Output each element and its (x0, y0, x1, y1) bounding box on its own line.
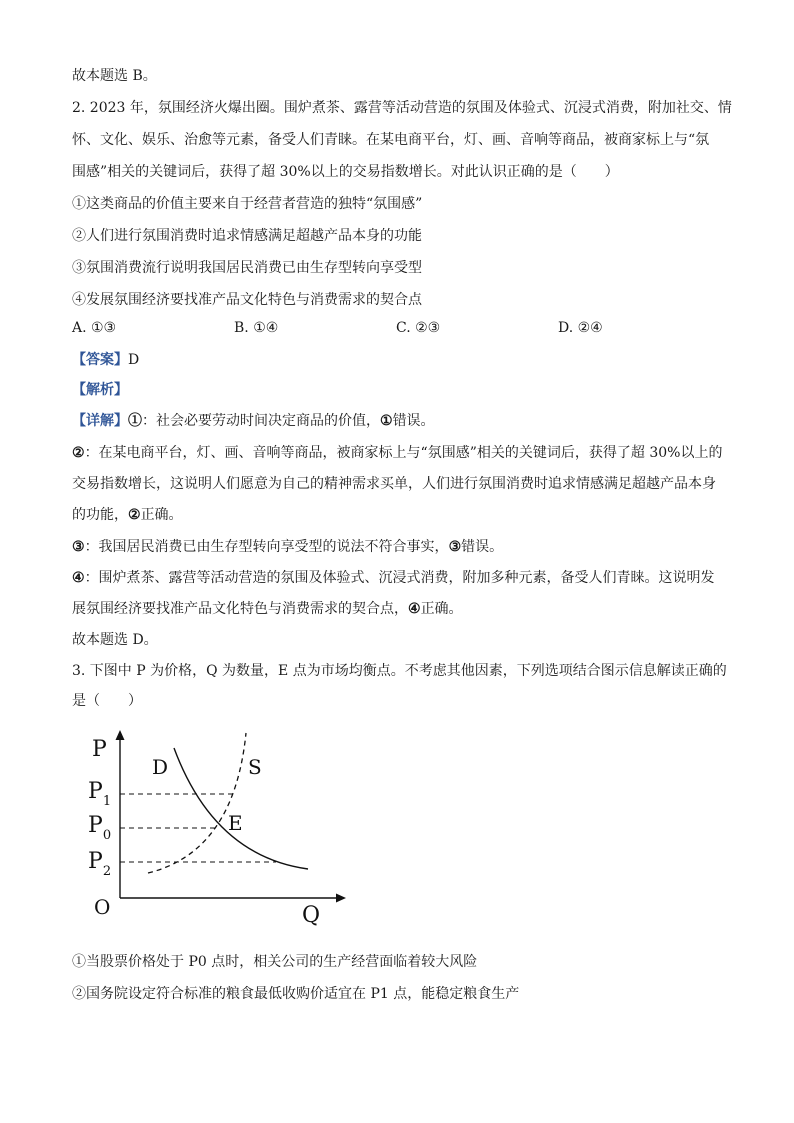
detail-3-num: ③ (72, 539, 85, 555)
demand-label: D (152, 755, 169, 779)
supply-demand-figure (70, 728, 350, 930)
option-d: D. ②④ (558, 320, 603, 336)
detail-2-line3a: 的功能， (72, 507, 128, 523)
demand-curve (174, 748, 308, 869)
statement-3: ③氛围消费流行说明我国居民消费已由生存型转向享受型 (72, 260, 422, 276)
detail-2-end: 正确。 (140, 507, 183, 523)
p0-label: $P_0$ (88, 813, 112, 843)
detail-para-1 (72, 411, 734, 431)
option-b: B. ①④ (234, 320, 279, 336)
detail-2-tag: ② (128, 507, 141, 523)
detail-3-end: 错误。 (461, 539, 504, 555)
line-prev-answer: 故本题选 B。 (72, 68, 157, 84)
p2-label: $P_2$ (88, 849, 112, 879)
detail-para-2-line-1 (72, 443, 734, 463)
detail-4-tag: ④ (408, 601, 421, 617)
supply-curve (148, 733, 246, 873)
question-3-text-2: 是（ ） (72, 693, 142, 709)
detail-4-line2: 展氛围经济要找准产品文化特色与消费需求的契合点， (72, 601, 408, 617)
detail-conclusion: 故本题选 D。 (72, 632, 158, 648)
detail-para-3 (72, 537, 734, 557)
p2-subscript: 2 (102, 864, 112, 879)
detail-1-end: 错误。 (392, 413, 435, 429)
option-c: C. ②③ (396, 320, 441, 336)
y-axis-arrow-icon (116, 730, 125, 740)
detail-4-end: 正确。 (420, 601, 463, 617)
answer-label: 【答案】 (72, 352, 128, 368)
detail-4-num: ④ (72, 570, 85, 586)
detail-para-2-line-2: 交易指数增长，这说明人们愿意为自己的精神需求买单，人们进行氛围消费时追求情感满足超越产品本身 (72, 476, 716, 492)
detail-2-text: ：在某电商平台，灯、画、音响等商品，被商家标上与“氛围感”相关的关键词后，获得了超 30%以上的 (84, 445, 723, 461)
detail-1-text: ：社会必要劳动时间决定商品的价值， (142, 413, 380, 429)
detail-para-4-line-2 (72, 599, 734, 619)
x-axis-label: Q (302, 903, 321, 928)
option-a: A. ①③ (72, 320, 117, 336)
y-axis-label: P (92, 737, 107, 762)
detail-label: 【详解】 (72, 413, 128, 429)
detail-1-tag: ① (380, 413, 393, 429)
x-axis-arrow-icon (336, 894, 346, 903)
question-2-text-2: 怀、文化、娱乐、治愈等元素，备受人们青睐。在某电商平台，灯、画、音响等商品，被商家标上与“氛 (72, 132, 710, 148)
detail-3-tag: ③ (448, 539, 462, 555)
analysis-label: 【解析】 (72, 382, 128, 398)
detail-2-num: ② (72, 445, 85, 461)
p1-label: $P_1$ (88, 779, 112, 809)
statement-4: ④发展氛围经济要找准产品文化特色与消费需求的契合点 (72, 292, 422, 308)
origin-label: O (94, 895, 111, 919)
statement-2: ②人们进行氛围消费时追求情感满足超越产品本身的功能 (72, 228, 422, 244)
detail-1-num: ① (128, 413, 142, 429)
q3-statement-1: ①当股票价格处于 P0 点时，相关公司的生产经营面临着较大风险 (72, 954, 478, 970)
question-2-text-3: 围感”相关的关键词后，获得了超 30%以上的交易指数增长。对此认识正确的是（ ） (72, 164, 619, 180)
equilibrium-label: E (228, 811, 243, 835)
supply-label: S (248, 755, 262, 779)
detail-para-4-line-1 (72, 568, 734, 588)
detail-4-text: ：围炉煮茶、露营等活动营造的氛围及体验式、沉浸式消费，附加多种元素，备受人们青睐。这说明发 (84, 570, 715, 586)
q3-statement-2: ②国务院设定符合标准的粮食最低收购价适宜在 P1 点，能稳定粮食生产 (72, 986, 520, 1002)
analysis-line (72, 380, 734, 400)
question-2-text-1: 2. 2023 年，氛围经济火爆出圈。围炉煮茶、露营等活动营造的氛围及体验式、沉浸式消费，附加社交、情 (72, 100, 732, 116)
answer-value: D (128, 352, 140, 368)
p0-subscript: 0 (102, 828, 112, 843)
answer-line (72, 350, 734, 370)
p1-subscript: 1 (102, 794, 112, 809)
question-3-text-1: 3. 下图中 P 为价格，Q 为数量，E 点为市场均衡点。不考虑其他因素，下列选项结合图示信息解读正确的 (72, 663, 727, 679)
detail-3-text: ：我国居民消费已由生存型转向享受型的说法不符合事实， (84, 539, 449, 555)
statement-1: ①这类商品的价值主要来自于经营者营造的独特“氛围感” (72, 196, 423, 212)
detail-para-2-line-3 (72, 505, 734, 525)
